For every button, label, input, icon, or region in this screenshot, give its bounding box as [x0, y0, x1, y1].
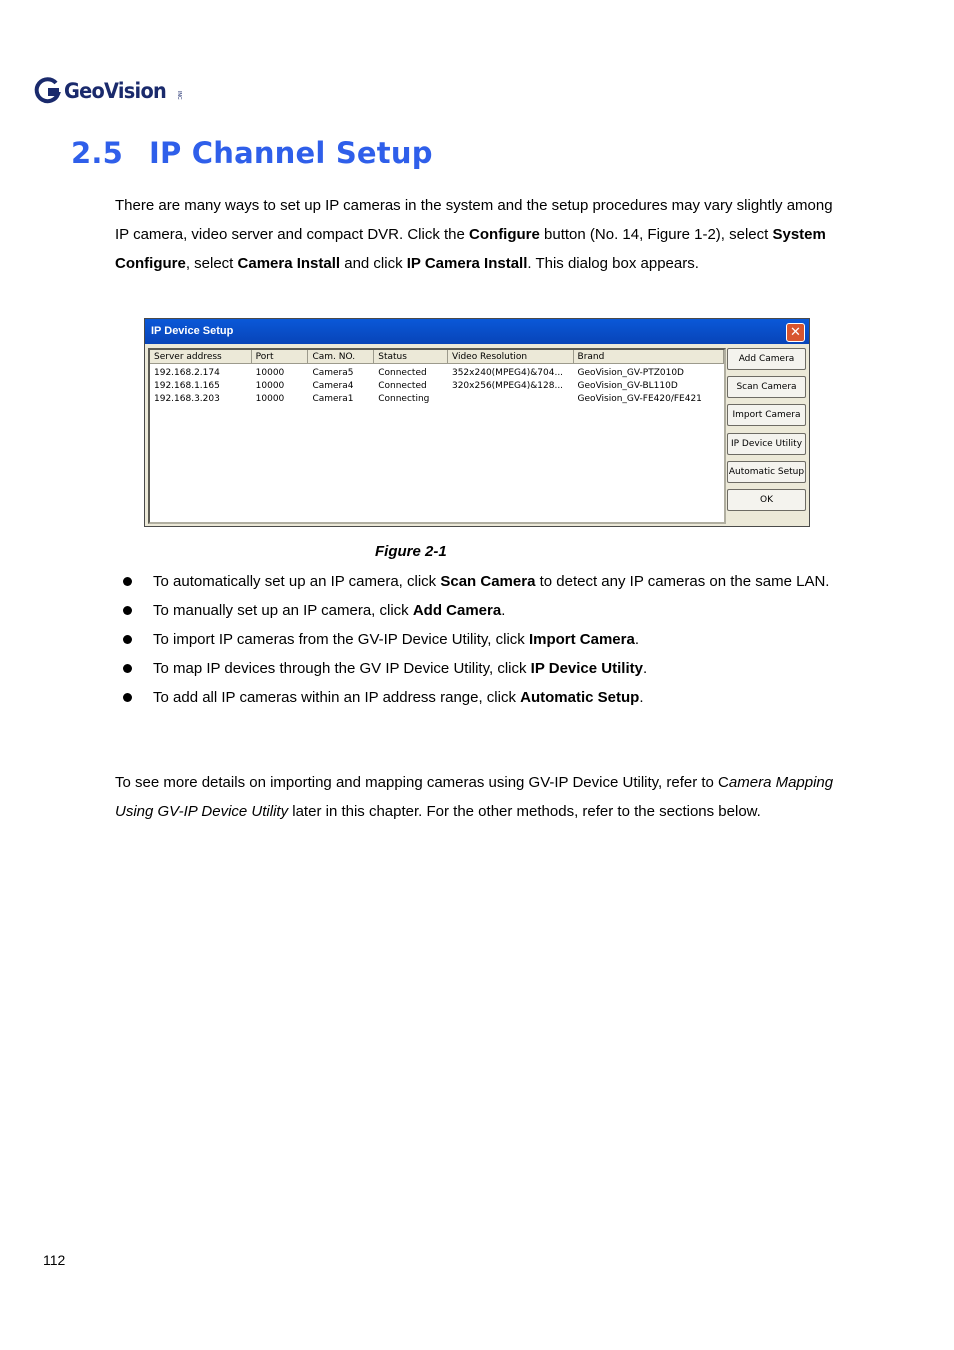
cell-server-address: 192.168.3.203: [154, 394, 220, 404]
cell-port: 10000: [255, 381, 285, 391]
add-camera-button[interactable]: Add Camera: [727, 348, 806, 370]
column-header[interactable]: Port: [252, 350, 309, 364]
bullet-text: to detect any IP cameras on the same LAN.: [535, 573, 830, 590]
bullet-bold: Scan Camera: [440, 573, 536, 590]
bullet-text: To automatically set up an IP camera, click: [153, 573, 441, 590]
bullet-text: .: [639, 689, 644, 706]
cell-brand: GeoVision_GV-BL110D: [577, 381, 678, 391]
intro-camera-install: Camera Install: [237, 255, 341, 272]
intro-text: button (No. 14, Figure 1-2), select: [539, 226, 773, 243]
list-item: [115, 625, 845, 654]
bullet-bold: Add Camera: [412, 602, 502, 619]
dialog-title: IP Device Setup: [151, 325, 234, 337]
bullet-text: .: [501, 602, 506, 619]
bullet-text: To import IP cameras from the GV-IP Device Utility, click: [153, 631, 529, 648]
table-row[interactable]: [150, 380, 724, 393]
cell-server-address: 192.168.1.165: [154, 381, 220, 391]
cell-cam-no: Camera1: [312, 394, 354, 404]
intro-paragraph: [115, 191, 845, 278]
list-item: [115, 654, 845, 683]
logo-reg-mark: INC: [175, 90, 182, 100]
cell-port: 10000: [255, 368, 285, 378]
intro-configure: Configure: [469, 226, 540, 243]
figure-caption: Figure 2-1: [375, 543, 447, 560]
import-camera-button[interactable]: Import Camera: [727, 404, 806, 426]
cell-server-address: 192.168.2.174: [154, 368, 220, 378]
cell-status: Connecting: [378, 394, 430, 404]
section-title: IP Channel Setup: [149, 136, 433, 170]
geovision-logo: [32, 74, 182, 108]
bullet-bold: Automatic Setup: [520, 689, 640, 706]
outro-text: later in this chapter. For the other methods, refer to the sections below.: [288, 803, 761, 820]
cell-brand: GeoVision_GV-FE420/FE421: [577, 394, 702, 404]
cell-status: Connected: [378, 381, 427, 391]
cell-cam-no: Camera5: [312, 368, 354, 378]
section-number: 2.5: [71, 136, 123, 170]
bullet-text: .: [642, 660, 648, 677]
bullet-bold: IP Device Utility: [530, 660, 643, 677]
page-number: 112: [43, 1252, 66, 1268]
bullet-text: To manually set up an IP camera, click: [153, 602, 413, 619]
ok-button[interactable]: OK: [727, 489, 806, 511]
scan-camera-button[interactable]: Scan Camera: [727, 376, 806, 398]
ip-device-utility-button[interactable]: IP Device Utility: [727, 433, 806, 455]
geovision-swirl-icon: [32, 76, 62, 106]
camera-list[interactable]: [148, 348, 726, 524]
ip-device-setup-dialog: [144, 318, 810, 527]
outro-text: To see more details on importing and mapping cameras using GV-IP Device Utility, refer to C: [115, 774, 729, 791]
intro-text: There are many ways to set up IP cameras in the system and the setup procedures may vary slightly among IP camera, video server and compact DVR. Click the: [115, 197, 833, 243]
cell-cam-no: Camera4: [312, 381, 354, 391]
list-item: [115, 567, 845, 596]
cell-brand: GeoVision_GV-PTZ010D: [577, 368, 684, 378]
list-header: [150, 350, 724, 364]
logo-text: GeoVision: [64, 79, 167, 103]
dialog-titlebar: [145, 319, 809, 344]
column-header[interactable]: Video Resolution: [448, 350, 574, 364]
cell-port: 10000: [255, 394, 285, 404]
intro-text: . This dialog box appears.: [527, 255, 699, 272]
intro-ip-camera-install: IP Camera Install: [406, 255, 528, 272]
outro-reference-link: amera Mapping Using GV-IP Device Utility: [115, 774, 834, 820]
intro-text: and click: [340, 255, 407, 272]
bullet-bold: Import Camera: [528, 631, 635, 648]
list-item: [115, 596, 845, 625]
bullet-text: To add all IP cameras within an IP address range, click: [153, 689, 521, 706]
automatic-setup-button[interactable]: Automatic Setup: [727, 461, 806, 483]
close-button[interactable]: ✕: [786, 323, 805, 342]
intro-system-configure: System Configure: [115, 226, 826, 272]
section-heading: [71, 136, 433, 170]
bullet-list: [115, 567, 845, 712]
cell-video-resolution: [448, 393, 574, 406]
intro-text: , select: [185, 255, 238, 272]
table-row[interactable]: [150, 393, 724, 406]
column-header[interactable]: Status: [374, 350, 448, 364]
column-header[interactable]: Cam. NO.: [308, 350, 374, 364]
list-item: [115, 683, 845, 712]
column-header[interactable]: Brand: [574, 350, 724, 364]
bullet-text: .: [634, 631, 639, 648]
table-row[interactable]: [150, 367, 724, 380]
outro-paragraph: [115, 768, 845, 826]
cell-video-resolution: 352x240(MPEG4)&704...: [451, 368, 564, 378]
cell-video-resolution: 320x256(MPEG4)&128...: [451, 381, 564, 391]
column-header[interactable]: Server address: [150, 350, 252, 364]
cell-status: Connected: [378, 368, 427, 378]
bullet-text: To map IP devices through the GV IP Device Utility, click: [153, 660, 531, 677]
